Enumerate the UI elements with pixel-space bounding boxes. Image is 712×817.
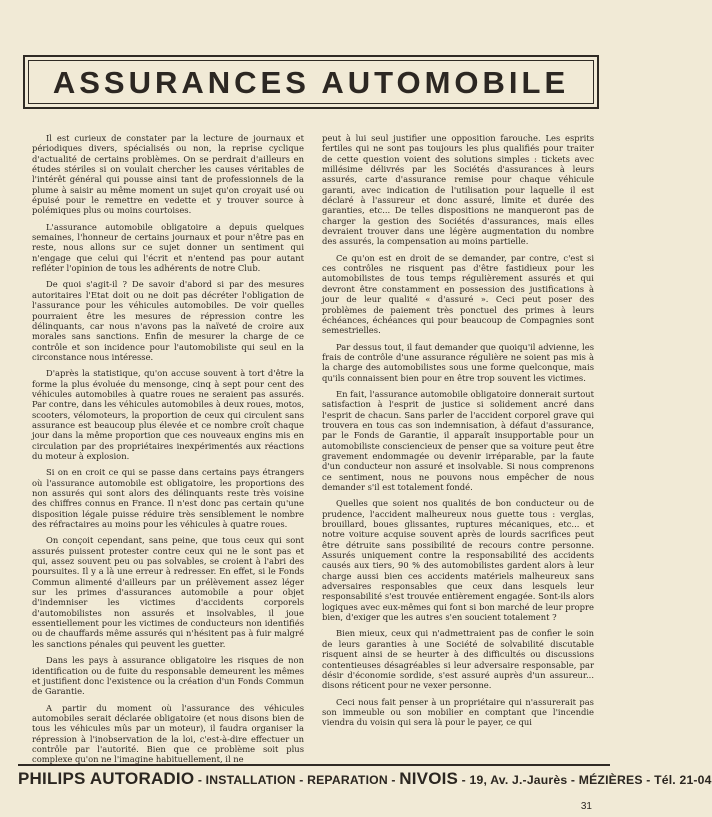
- paragraph: D'après la statistique, qu'on accuse souvent à tort d'être la forme la plus évoluée du mensonge, cinq à sept pour cent des véhicules automobiles à quatre roues ne seraient pas assurés. Par contre, dans les véhicules automobiles à deux roues, motos, scooters, vélomoteurs, la proportion de ceux qui circulent sans assurance est beaucoup plus élevée et ce nombre croît chaque jour dans la même proportion que ces nouveaux engins mis en circulation par des propriétaires inexpérimentés aux réactions du moteur à explosion.: [32, 368, 304, 461]
- paragraph: Si on en croit ce qui se passe dans certains pays étrangers où l'assurance automobile est obligatoire, les proportions des non assurés qui sont alors des délinquants reste très voisine des chiffres connus en France. Il n'est donc pas certain qu'une disposition légale puisse réduire très sensiblement le nombre des réfractaires au moins pour les véhicules à quatre roues.: [32, 467, 304, 530]
- paragraph: En fait, l'assurance automobile obligatoire donnerait surtout satisfaction à l'esprit de justice si solidement ancré dans l'esprit de chacun. Sans parler de l'accident corporel grave qui trouvera en tous cas son indemnisation, à défaut d'assurance, par le Fonds de Garantie, il apparaît insupportable pour un automobiliste consciencieux de penser que sa voiture peut être gravement endommagée ou devenir irréparable, par la faute d'un conducteur non assuré et insolvable. Si nous comprenons ce sentiment, nous ne pouvons nous empêcher de nous demander s'il est totalement fondé.: [322, 388, 594, 492]
- paragraph: peut à lui seul justifier une opposition farouche. Les esprits fertiles qui ne sont pas toujours les plus qualifiés pour traiter de cette question voient des solutions simples : tickets avec millésime délivrés par les Sociétés d'assurances à leurs assurés, carte d'assurance remise pour chaque véhicule garanti, avec indication de l'utilisation pour laquelle il est déclaré à l'assureur et donc assuré, limite et durée des garanties, etc... De telles dispositions ne manqueront pas de charger la gestion des Sociétés d'assurances, mais elles devraient trouver dans une légère augmentation du nombre des assurés, la compensation au moins partielle.: [322, 133, 594, 247]
- footer-phone: - Tél. 21-04: [642, 773, 712, 787]
- paragraph: Quelles que soient nos qualités de bon conducteur ou de prudence, l'accident malheureux nous guette tous : verglas, brouillard, boues glissantes, ruptures mécaniques, etc... et notre voiture acquise souvent après de lourds sacrifices peut être détruite sans possibilité de recours contre personne. Assurés uniquement contre la responsabilité des accidents causés aux tiers, 90 % des automobilistes gardent alors à leur charge aussi bien ces accidents matériels malheureux sans adversaires responsables que ceux dans lesquels leur responsabilité s'est trouvée entièrement engagée. Sont-ils alors logiques avec eux-mêmes qui font si bon marché de leur propre bien, d'exiger que les autres s'en soucient totalement ?: [322, 498, 594, 623]
- footer-services: - INSTALLATION - REPARATION -: [194, 773, 400, 787]
- title-frame: [23, 55, 599, 109]
- paragraph: Ceci nous fait penser à un propriétaire qui n'assurerait pas son immeuble ou son mobilier en comptant que l'incendie viendra du voisin qui sera là pour le payer, ce qui: [322, 696, 594, 728]
- advertisement-footer: [18, 764, 712, 789]
- page-number: 31: [580, 801, 592, 812]
- paragraph: Bien mieux, ceux qui n'admettraient pas de confier le soin de leurs garanties à une Société de solvabilité discutable risquent ainsi de se heurter à des difficultés ou discussions contentieuses désagréables si leur adversaire responsable, par désir d'économie sordide, s'est assuré auprès d'un assureur... disons réticent pour ne vexer personne.: [322, 628, 594, 691]
- paragraph: Il est curieux de constater par la lecture de journaux et périodiques divers, spécialisés ou non, la reprise cyclique d'actualité de certains problèmes. On se perdrait d'ailleurs en études stériles si on voulait chercher les causes véritables de l'intérêt général qui pousse ainsi tant de professionnels de la plume à saisir au même moment un sujet qu'on croyait usé ou épuisé pour le remettre en vedette et y trouver source à polémiques plus ou moins courtoises.: [32, 133, 304, 216]
- left-column: [32, 133, 304, 771]
- footer-brand: PHILIPS AUTORADIO: [18, 769, 195, 788]
- paragraph: Dans les pays à assurance obligatoire les risques de non identification ou de fuite du responsable demeurent les mêmes et justifient donc l'existence ou la création d'un Fonds Commun de Garantie.: [32, 655, 304, 697]
- paragraph: A partir du moment où l'assurance des véhicules automobiles serait déclarée obligatoire (et nous disons bien de tous les véhicules mûs par un moteur), il faudra organiser la répression à l'inobservation de la loi, c'est-à-dire effectuer un contrôle par l'autorité. Bien que ce problème soit plus complexe qu'on ne l'imagine habituellement, il ne: [32, 702, 304, 765]
- page-title: ASSURANCES AUTOMOBILE: [52, 65, 570, 100]
- paragraph: Ce qu'on est en droit de se demander, par contre, c'est si ces contrôles ne risquent pas d'être fastidieux pour les automobilistes de tous temps régulièrement assurés et qui devront être constamment en possession des justifications à jour de leur qualité « d'assuré ». Ceci peut poser des problèmes de paiement très ponctuel des primes à leurs échéances, échéances qui pour beaucoup de Compagnies sont semestrielles.: [322, 252, 594, 336]
- paragraph: On conçoit cependant, sans peine, que tous ceux qui sont assurés puissent protester contre ceux qui ne le sont pas et qui, assez souvent peu ou pas solvables, se croient à l'abri des poursuites. Il y a là une erreur à redresser. En effet, si le Fonds Commun alimenté d'ailleurs par un prélèvement assez léger sur les primes d'assurances automobile a pour objet d'indemniser les victimes d'accidents corporels d'automobilistes non assurés et insolvables, il joue essentiellement pour les victimes de conducteurs non identifiés ou de chauffards même assurés qui n'hésitent pas à fuir malgré les sanctions pénales qui peuvent les guetter.: [32, 535, 304, 649]
- footer-address: - 19, Av. J.-Jaurès -: [458, 773, 579, 787]
- paragraph: De quoi s'agit-il ? De savoir d'abord si par des mesures autoritaires l'Etat doit ou ne doit pas décréter l'obligation de l'assurance pour les véhicules automobiles. De voir quelles pourraient être les mesures de répression contre les délinquants, car nous n'avons pas la naïveté de croire aux morales sans sanctions. Enfin de mesurer la charge de ce contrôle et son incidence pour l'automobiliste qui seul en la circonstance nous intéresse.: [32, 279, 304, 362]
- footer-dealer: NIVOIS: [399, 769, 459, 788]
- right-column: [322, 133, 594, 734]
- footer-city: MÉZIÈRES: [578, 773, 643, 787]
- paragraph: L'assurance automobile obligatoire a depuis quelques semaines, l'honneur de certains journaux et pour n'être pas en reste, nous allons sur ce sujet donner un sentiment qui n'engage que celui qui l'écrit et n'entend pas pour autant refléter l'opinion de tous les adhérents de notre Club.: [32, 221, 304, 274]
- paragraph: Par dessus tout, il faut demander que quoiqu'il advienne, les frais de contrôle d'une assurance régulière ne soient pas mis à la charge des automobilistes sous une forme quelconque, mais qu'ils connaissent bien pour en être trop souvent les victimes.: [322, 341, 594, 383]
